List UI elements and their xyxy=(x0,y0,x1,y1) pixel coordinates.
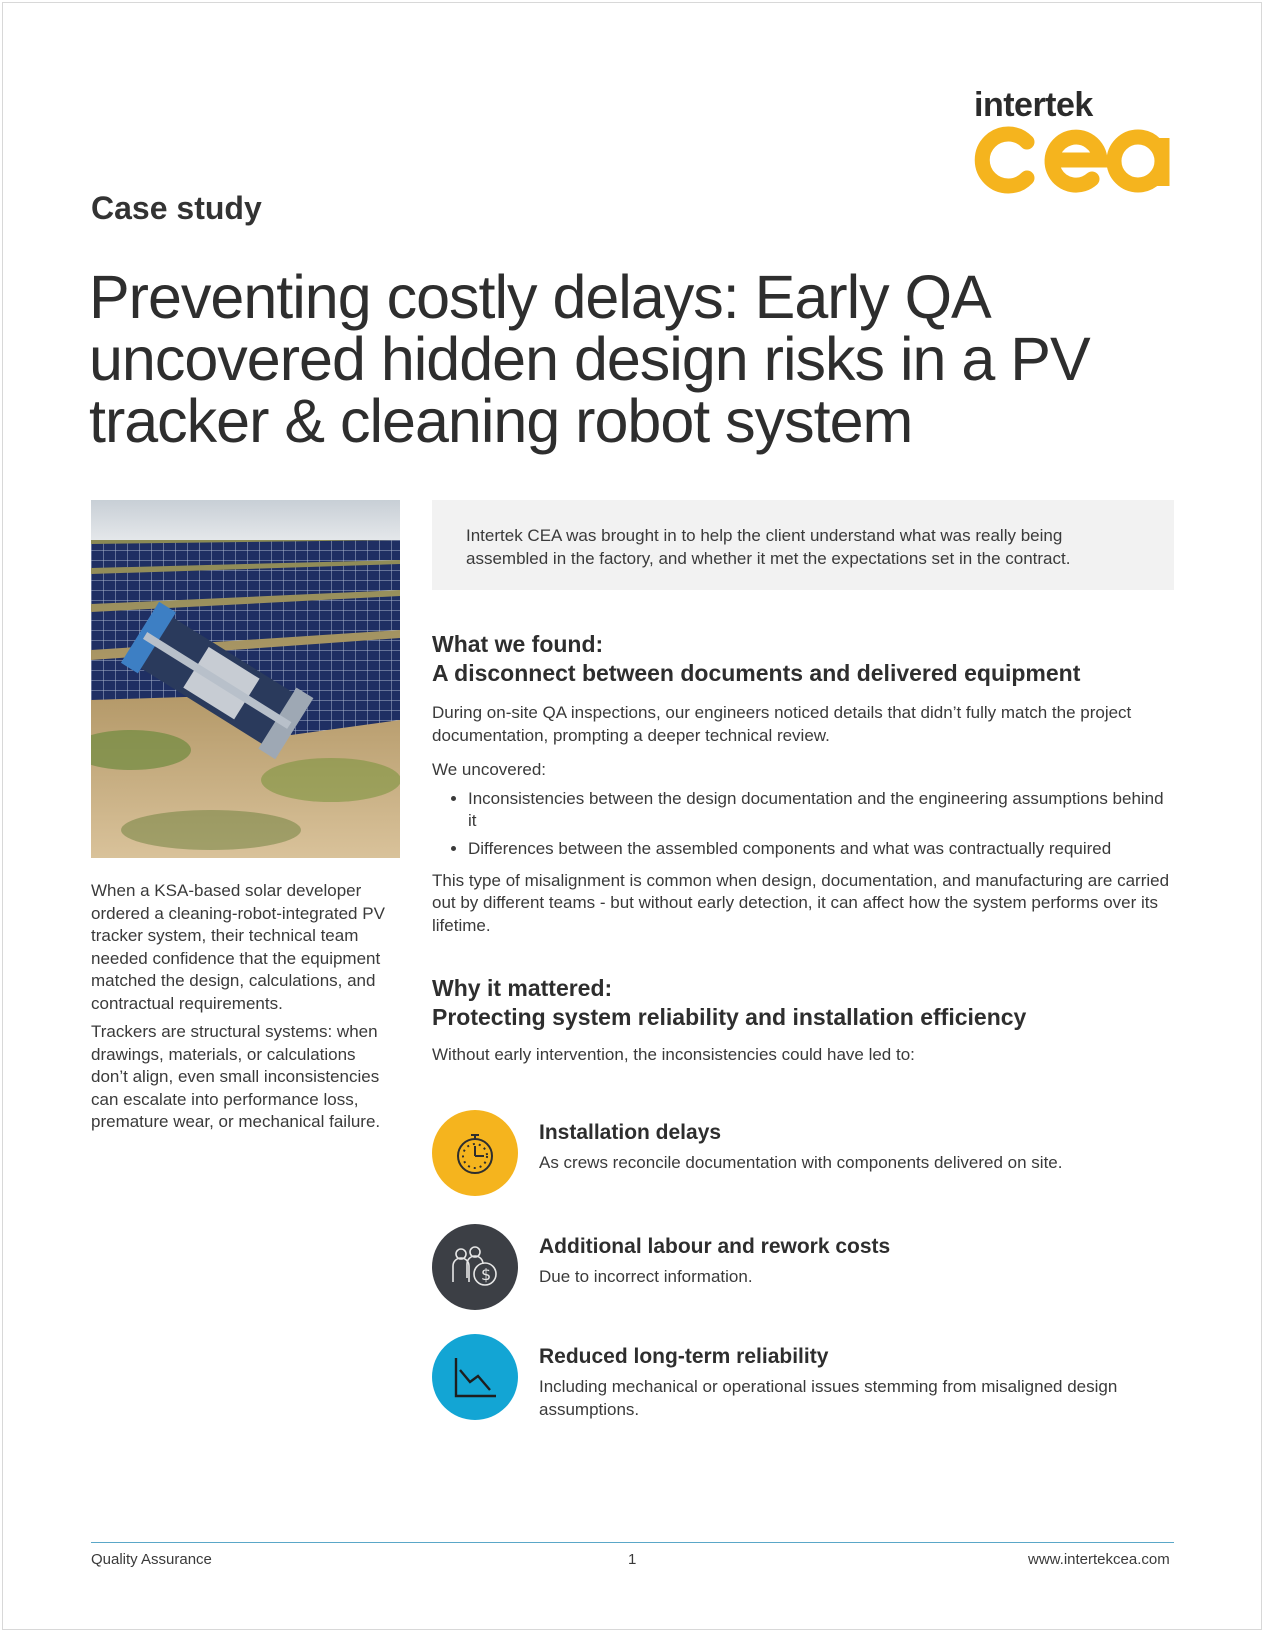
risk-description: As crews reconcile documentation with components delivered on site. xyxy=(539,1153,1063,1172)
page-title: Preventing costly delays: Early QA uncovered hidden design risks in a PV tracker & cleaning robot system xyxy=(89,263,1090,455)
risk-title: Reduced long-term reliability xyxy=(539,1345,829,1368)
hero-image xyxy=(91,500,400,858)
section-heading xyxy=(432,974,1172,1032)
what-we-found-section xyxy=(432,630,1172,937)
logo-wordmark-intertek: intertek xyxy=(974,86,1093,124)
risk-title: Installation delays xyxy=(539,1121,722,1144)
body-paragraph: We uncovered: xyxy=(432,760,547,779)
why-it-mattered-section xyxy=(432,974,1172,1067)
section-heading xyxy=(432,630,1172,688)
risk-description: Including mechanical or operational issues stemming from misaligned design assumptions. xyxy=(539,1377,1118,1419)
callout-text: Intertek CEA was brought in to help the client understand what was really being assembled in the factory, and whether it met the expectations set in the contract. xyxy=(466,526,1071,568)
svg-text:$: $ xyxy=(481,1265,492,1284)
risk-item xyxy=(432,1224,1172,1310)
section-heading-line1: Why it mattered: xyxy=(432,975,613,1001)
declining-chart-icon xyxy=(432,1334,518,1420)
body-paragraph: This type of misalignment is common when design, documentation, and manufacturing are carried out by different teams - but without early detection, it can affect how the system performs over its lifetime. xyxy=(432,870,1170,935)
footer-website-link[interactable]: www.intertekcea.com xyxy=(1028,1551,1170,1568)
risk-item xyxy=(432,1110,1172,1196)
list-item: • Differences between the assembled components and what was contractually required xyxy=(468,838,1172,860)
page-number: 1 xyxy=(628,1551,637,1568)
stopwatch-icon xyxy=(432,1110,518,1196)
intro-paragraph: Trackers are structural systems: when drawings, materials, or calculations don’t align, even small inconsistencies can escalate into performance loss, premature wear, or mechanical failure. xyxy=(91,1022,381,1131)
body-paragraph: During on-site QA inspections, our engineers noticed details that didn’t fully match the project documentation, prompting a deeper technical review. xyxy=(432,703,1132,745)
logo-wordmark-cea xyxy=(972,124,1182,196)
findings-list xyxy=(432,788,1172,860)
intro-paragraph: When a KSA-based solar developer ordered a cleaning-robot-integrated PV tracker system, their technical team needed confidence that the equipment matched the design, calculations, and contractual requirements. xyxy=(91,881,385,1013)
section-heading-line1: What we found: xyxy=(432,631,604,657)
intro-column xyxy=(91,880,391,1140)
risk-item xyxy=(432,1334,1172,1420)
section-heading-line2: A disconnect between documents and delivered equipment xyxy=(432,660,1081,686)
footer-divider xyxy=(91,1542,1174,1543)
callout-box xyxy=(432,500,1174,590)
intertek-cea-logo xyxy=(972,86,1182,196)
risk-title: Additional labour and rework costs xyxy=(539,1235,891,1258)
workers-cost-icon xyxy=(432,1224,518,1310)
risk-description: Due to incorrect information. xyxy=(539,1267,753,1286)
section-heading-line2: Protecting system reliability and installation efficiency xyxy=(432,1004,1027,1030)
body-paragraph: Without early intervention, the inconsistencies could have led to: xyxy=(432,1045,915,1064)
list-item: • Inconsistencies between the design documentation and the engineering assumptions behind it xyxy=(468,788,1172,832)
footer-section-label: Quality Assurance xyxy=(91,1551,212,1568)
eyebrow-label: Case study xyxy=(91,190,262,226)
